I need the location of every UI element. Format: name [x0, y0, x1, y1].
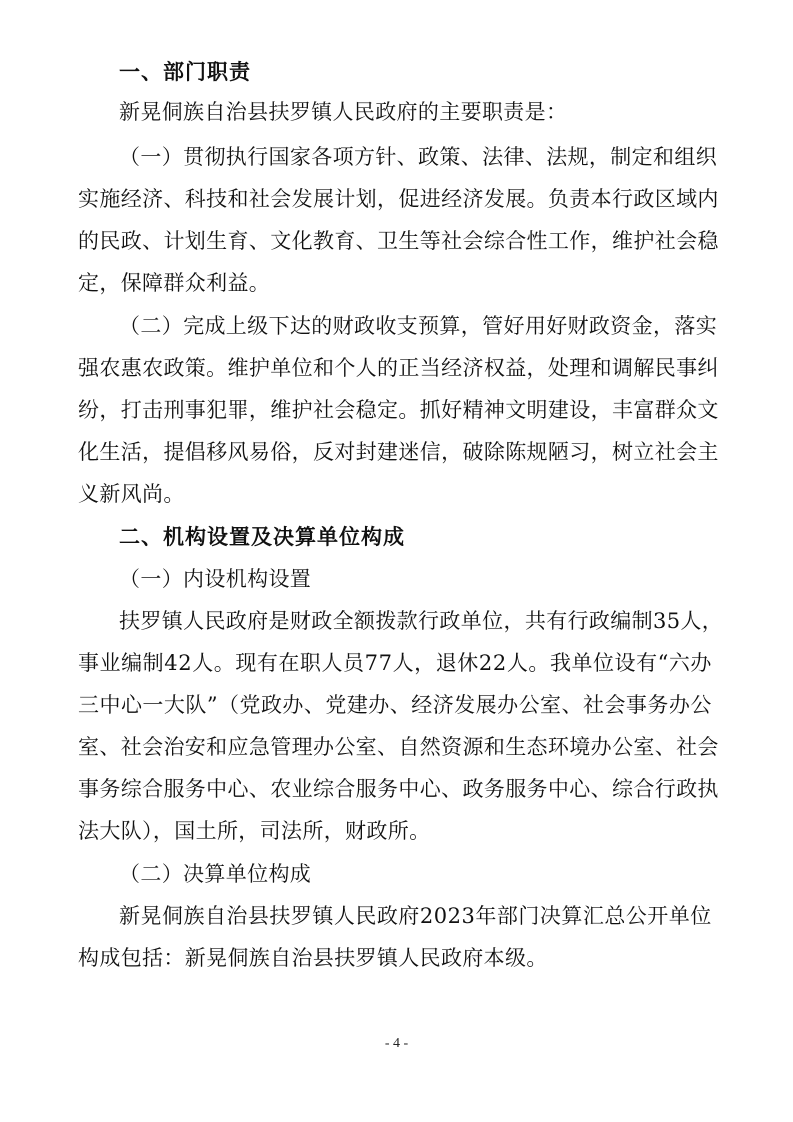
paragraph-line: 三 中 心 一 大 队 ” （ 党 政 办 、 党 建 办 、 经 济 发 展 办 公 室 、 社 会 事 务 办 公: [78, 693, 712, 717]
subsection-title-internal: （一）内设机构设置: [119, 567, 312, 591]
paragraph-line: 强 农 惠 农 政 策 。 维 护 单 位 和 个 人 的 正 当 经 济 权 益 ， 处 理 和 调 解 民 事 纠: [78, 356, 719, 380]
paragraph-line: （ 一 ） 贯 彻 执 行 国 家 各 项 方 针 、 政 策 、 法 律 、 法 规 ， 制 定 和 组 织: [119, 145, 718, 169]
paragraph-line: 实 施 经 济 、 科 技 和 社 会 发 展 计 划 ， 促 进 经 济 发 展 。 负 责 本 行 政 区 域 内: [78, 187, 719, 211]
section-heading-structure: 二、机构设置及决算单位构成: [119, 525, 405, 549]
paragraph-line: 室 、 社 会 治 安 和 应 急 管 理 办 公 室 、 自 然 资 源 和 生 态 环 境 办 公 室 、 社 会: [78, 735, 719, 759]
section-heading-duties: 一、部门职责: [119, 60, 251, 84]
paragraph-line: 定，保障群众利益。: [78, 271, 271, 295]
paragraph-line: 扶 罗 镇 人 民 政 府 是 财 政 全 额 拨 款 行 政 单 位 ， 共 有 行 政 编 制 3 5 人 ，: [119, 609, 724, 633]
paragraph-line: 新 晃 侗 族 自 治 县 扶 罗 镇 人 民 政 府 2 0 2 3 年 部 门 决 算 汇 总 公 开 单 位: [119, 904, 712, 928]
duties-intro: 新晃侗族自治县扶罗镇人民政府的主要职责是：: [119, 100, 568, 124]
paragraph-line: 事 业 编 制 4 2 人 。 现 有 在 职 人 员 7 7 人 ， 退 休 2 2 人 。 我 单 位 设 有 “ 六 办: [78, 651, 712, 675]
paragraph-line: 纷 ， 打 击 刑 事 犯 罪 ， 维 护 社 会 稳 定 。 抓 好 精 神 文 明 建 设 ， 丰 富 群 众 文: [78, 398, 719, 422]
paragraph-line: 构成包括：新晃侗族自治县扶罗镇人民政府本级。: [78, 946, 548, 970]
subsection-title-units: （二）决算单位构成: [119, 862, 312, 886]
paragraph-line: 事 务 综 合 服 务 中 心 、 农 业 综 合 服 务 中 心 、 政 务 服 务 中 心 、 综 合 行 政 执: [78, 777, 719, 801]
paragraph-line: （ 二 ） 完 成 上 级 下 达 的 财 政 收 支 预 算 ， 管 好 用 好 财 政 资 金 ， 落 实: [119, 314, 718, 338]
page-number: - 4 -: [384, 1036, 409, 1051]
paragraph-line: 法大队），国土所，司法所，财政所。: [78, 819, 431, 843]
paragraph-line: 化 生 活 ， 提 倡 移 风 易 俗 ， 反 对 封 建 迷 信 ， 破 除 陈 规 陋 习 ， 树 立 社 会 主: [78, 440, 719, 464]
paragraph-line: 义新风尚。: [78, 482, 185, 506]
paragraph-line: 的 民 政 、 计 划 生 育 、 文 化 教 育 、 卫 生 等 社 会 综 合 性 工 作 ， 维 护 社 会 稳: [78, 229, 719, 253]
